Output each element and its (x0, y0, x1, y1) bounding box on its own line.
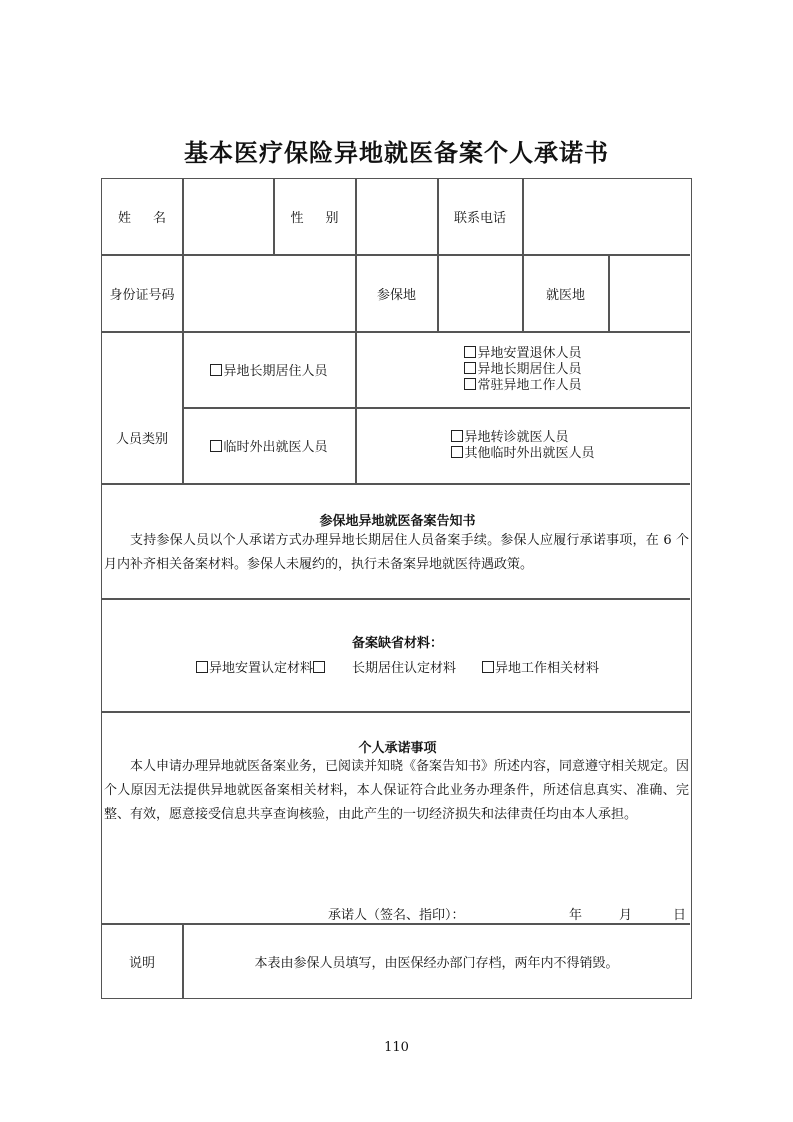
option-label: 长期居住认定材料 (351, 661, 456, 676)
pledge-form-table (101, 178, 692, 999)
remark-text: 本表由参保人员填写，由医保经办部门存档，两年内不得销毁。 (254, 956, 619, 971)
treatment-place-label-cell (523, 255, 608, 331)
notice-body: 支持参保人员以个人承诺方式办理异地长期居住人员备案手续。参保人应履行承诺事项，在 6 个月内补齐相关备案材料。参保人未履约的，执行未备案异地就医待遇政策。 (104, 533, 689, 572)
remark-text-cell (183, 924, 690, 999)
row-divider (102, 711, 690, 713)
phone-label: 联系电话 (453, 211, 506, 226)
checkbox[interactable] (482, 661, 494, 673)
category-temporary-subs (356, 408, 690, 483)
missing-option-work[interactable] (482, 657, 599, 676)
option-label: 其他临时外出就医人员 (464, 445, 595, 461)
row-divider (102, 483, 690, 485)
checkbox[interactable] (210, 440, 222, 452)
missing-materials-options (102, 657, 693, 676)
name-label: 姓名 (117, 211, 188, 226)
sub-option-long-term-residence[interactable] (464, 362, 581, 378)
document-title: 基本医疗保险异地就医备案个人承诺书 (184, 138, 609, 167)
option-label: 异地长期居住人员 (223, 364, 328, 379)
id-label-cell (102, 255, 182, 331)
option-label: 异地转诊就医人员 (464, 429, 569, 445)
year-label: 年 (569, 908, 583, 923)
treatment-place-input[interactable] (609, 255, 690, 331)
name-label-cell (102, 179, 188, 254)
checkbox[interactable] (451, 430, 463, 442)
pledge-title: 个人承诺事项 (358, 741, 437, 756)
phone-input[interactable] (523, 179, 690, 254)
treatment-place-label: 就医地 (545, 287, 585, 303)
id-label: 身份证号码 (109, 287, 175, 303)
missing-option-residence[interactable] (352, 657, 456, 676)
checkbox[interactable] (464, 362, 476, 374)
insured-place-label-cell (356, 255, 437, 331)
row-divider (102, 598, 690, 600)
missing-option-resettlement[interactable] (196, 657, 326, 676)
option-label: 异地长期居住人员 (477, 361, 582, 377)
category-label-cell (102, 332, 182, 483)
checkbox[interactable] (464, 378, 476, 390)
month-label: 月 (619, 908, 633, 923)
category-long-term-option[interactable] (183, 332, 355, 407)
remark-label-cell (102, 924, 182, 999)
category-long-term-subs (356, 332, 690, 407)
id-input[interactable] (183, 255, 355, 331)
remark-label: 说明 (128, 956, 155, 971)
notice-title: 参保地异地就医备案告知书 (319, 514, 476, 529)
category-temporary-option[interactable] (183, 408, 355, 483)
checkbox[interactable] (313, 661, 325, 673)
name-input[interactable] (183, 179, 273, 254)
pledge-body: 本人申请办理异地就医备案业务，已阅读并知晓《备案告知书》所述内容，同意遵守相关规定。因个人原因无法提供异地就医备案相关材料，本人保证符合此业务办理条件，所述信息真实、准确、完整、有效，愿意接受信息共享查询核验，由此产生的一切经济损失和法律责任均由本人承担。 (104, 759, 690, 822)
option-label: 异地安置认定材料 (208, 661, 313, 676)
day-label: 日 (673, 908, 687, 923)
page-number: 110 (384, 1040, 409, 1055)
checkbox[interactable] (464, 346, 476, 358)
gender-label-cell (274, 179, 361, 254)
signature-label: 承诺人（签名、指印）： (328, 908, 465, 923)
insured-place-input[interactable] (438, 255, 522, 331)
checkbox[interactable] (210, 364, 222, 376)
sub-option-resident-worker[interactable] (464, 378, 581, 394)
option-label: 临时外出就医人员 (223, 440, 328, 455)
option-label: 异地安置退休人员 (477, 345, 582, 361)
missing-materials-title: 备案缺省材料： (351, 636, 443, 651)
checkbox[interactable] (451, 446, 463, 458)
sub-option-retired[interactable] (464, 346, 581, 362)
insured-place-label: 参保地 (376, 287, 416, 303)
option-label: 异地工作相关材料 (495, 661, 600, 676)
phone-label-cell (438, 179, 522, 254)
sub-option-referral[interactable] (451, 430, 568, 446)
checkbox[interactable] (196, 661, 208, 673)
option-label: 常驻异地工作人员 (477, 377, 582, 393)
sub-option-other-temporary[interactable] (451, 446, 594, 462)
gender-input[interactable] (356, 179, 437, 254)
gender-label: 性别 (290, 211, 361, 226)
category-label: 人员类别 (115, 432, 168, 447)
